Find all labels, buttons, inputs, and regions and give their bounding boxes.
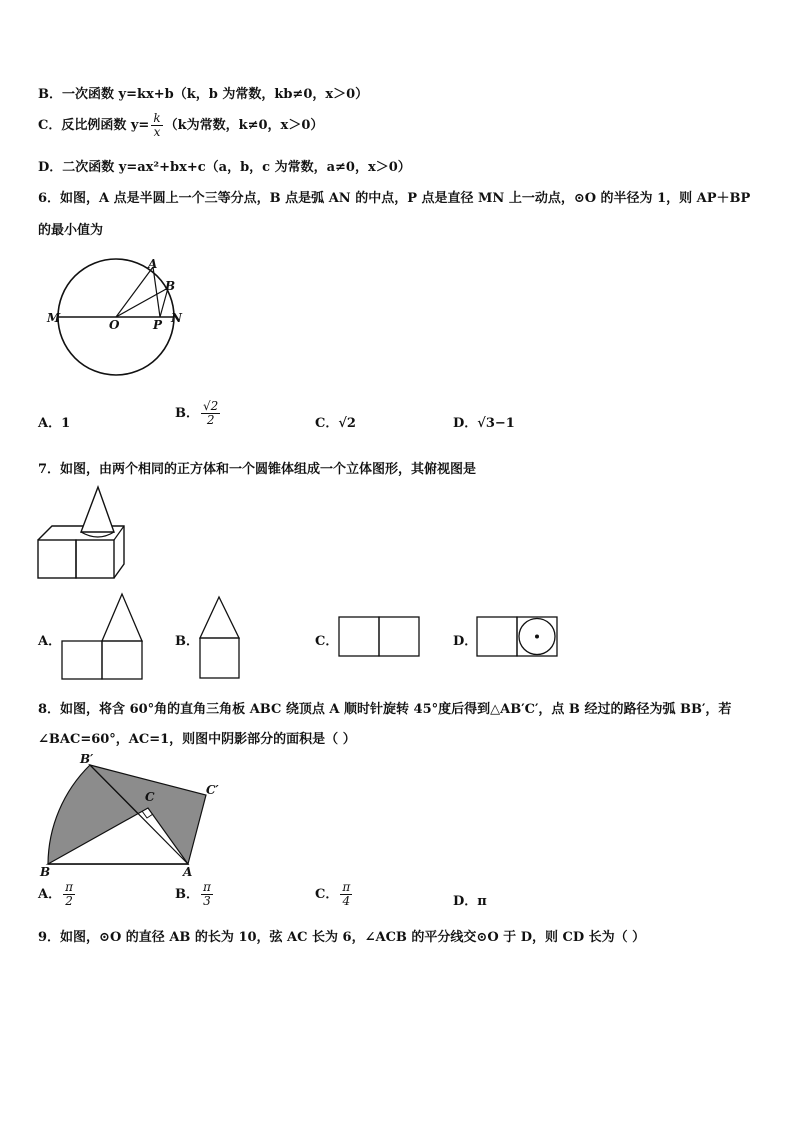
- q6-circle-figure: [40, 250, 200, 385]
- q8-option-c-label: C．: [315, 887, 339, 902]
- q8-label-b-prime: B′: [80, 752, 94, 766]
- q5-option-c: [38, 112, 323, 139]
- q5-option-c-suffix: （k为常数，k≠0，x＞0）: [164, 118, 324, 133]
- q8-option-d: D．π: [453, 894, 487, 909]
- q6-label-m: M: [47, 311, 61, 325]
- q7-cube-right-front: [76, 540, 114, 578]
- q8-label-a: A: [183, 865, 193, 879]
- q6-segment-oa: [116, 267, 153, 317]
- q6-segment-ob: [116, 288, 168, 317]
- q6-option-d: D．√3−1: [453, 416, 515, 431]
- q8-option-b-fraction: [201, 881, 213, 908]
- q6-label-a: A: [148, 257, 158, 271]
- q8-option-a-label: A．: [38, 887, 62, 902]
- q7-option-a-label: A．: [38, 634, 62, 649]
- q6-option-b-label: B．: [175, 406, 199, 421]
- q7-option-d-label: D．: [453, 634, 478, 649]
- q5-option-c-prefix: C．反比例函数 y=: [38, 118, 150, 133]
- q7-option-d-figure: [476, 616, 558, 658]
- q8-label-b: B: [40, 865, 51, 879]
- q7-option-a-figure: [61, 593, 143, 681]
- q7-text: 7．如图，由两个相同的正方体和一个圆锥体组成一个立体图形，其俯视图是: [38, 462, 477, 477]
- q7-option-b-label: B．: [175, 634, 199, 649]
- q7-cube-left-front: [38, 540, 76, 578]
- q5-option-c-numerator: k: [153, 111, 161, 125]
- q8-option-a-fraction: [63, 881, 75, 908]
- q8-label-c-prime: C′: [206, 783, 219, 797]
- q8-rotation-figure: [38, 750, 228, 878]
- q6-label-b: B: [165, 279, 176, 293]
- q7-cone-base: [81, 532, 114, 537]
- q8-option-c: [315, 881, 354, 908]
- q6-label-o: O: [109, 318, 120, 332]
- q8-option-b-label: B．: [175, 887, 199, 902]
- q7-solid-figure: [36, 484, 131, 584]
- q8-text-line2: ∠BAC=60°，AC=1，则图中阴影部分的面积是（ ）: [38, 732, 356, 747]
- q8-text-line1: 8．如图，将含 60°角的直角三角板 ABC 绕顶点 A 顺时针旋转 45°度后得到△AB′C′，点 B 经过的路径为弧 BB′，若: [38, 702, 732, 717]
- q8-option-c-fraction: [340, 881, 352, 908]
- q8-option-a-numerator: π: [65, 880, 73, 894]
- q7-cone: [81, 487, 114, 532]
- q7-cube-edge: [114, 526, 124, 540]
- q5-option-c-fraction: [151, 112, 162, 139]
- q8-label-c: C: [145, 790, 155, 804]
- q9-text: 9．如图，⊙O 的直径 AB 的长为 10，弦 AC 长为 6，∠ACB 的平分线交⊙O 于 D，则 CD 长为（ ）: [38, 930, 646, 945]
- q6-text-line1: 6．如图，A 点是半圆上一个三等分点，B 点是弧 AN 的中点，P 点是直径 MN 上一动点，⊙O 的半径为 1，则 AP＋BP: [38, 191, 751, 206]
- q8-option-a-denominator: 2: [65, 894, 73, 908]
- q6-option-b-fraction: [201, 400, 220, 427]
- q8-option-c-denominator: 4: [342, 894, 351, 908]
- q7-option-b-figure: [199, 596, 241, 680]
- q8-option-b: [175, 881, 215, 908]
- q6-option-a: A．1: [38, 416, 71, 431]
- q6-option-b-numerator: √2: [203, 399, 219, 413]
- q6-option-b: [175, 400, 222, 427]
- q6-label-p: P: [153, 318, 163, 332]
- q8-option-c-numerator: π: [342, 880, 351, 894]
- q5-option-c-denominator: x: [153, 125, 161, 139]
- q7-option-c-label: C．: [315, 634, 339, 649]
- q8-option-b-numerator: π: [203, 880, 211, 894]
- q5-option-b: B．一次函数 y=kx+b（k，b 为常数，kb≠0，x＞0）: [38, 87, 369, 102]
- q7-option-c-figure: [338, 616, 420, 658]
- q8-option-a: [38, 881, 77, 908]
- q5-option-d: D．二次函数 y=ax²+bx+c（a，b，c 为常数，a≠0，x＞0）: [38, 160, 411, 175]
- q6-option-c: C．√2: [315, 416, 356, 431]
- q6-option-b-denominator: 2: [206, 413, 215, 427]
- q8-option-b-denominator: 3: [203, 894, 211, 908]
- q6-label-n: N: [171, 311, 182, 325]
- q6-text-line2: 的最小值为: [38, 223, 104, 238]
